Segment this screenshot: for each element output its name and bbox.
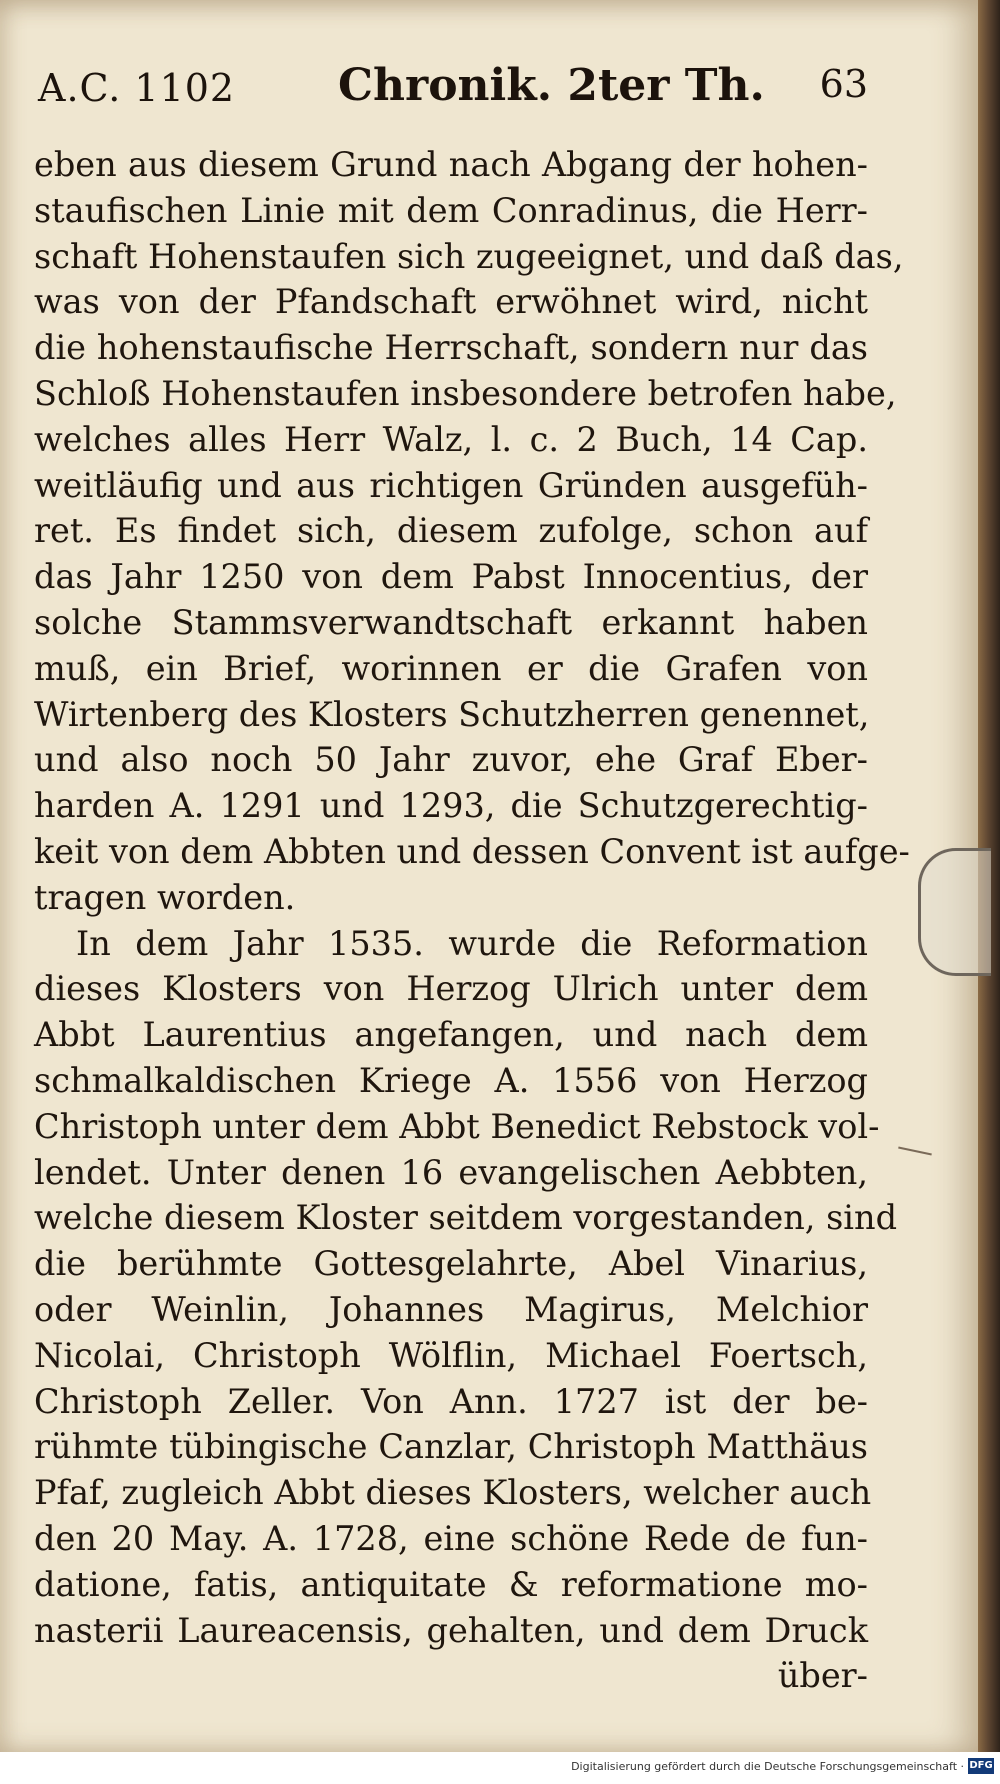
text-line: lendet. Unter denen 16 evangelischen Aebbten, bbox=[34, 1152, 868, 1192]
text-line: was von der Pfandschaft erwöhnet wird, nicht bbox=[34, 282, 868, 322]
text-line: schaft Hohenstaufen sich zugeeignet, und daß das, bbox=[34, 236, 904, 276]
dfg-logo: DFG bbox=[968, 1758, 994, 1774]
header-title: Chronik. 2ter Th. bbox=[338, 60, 765, 111]
text-line: Abbt Laurentius angefangen, und nach dem bbox=[34, 1015, 868, 1055]
text-line: Nicolai, Christoph Wölflin, Michael Foertsch, bbox=[34, 1335, 868, 1375]
text-line: welche diesem Kloster seitdem vorgestanden, sind bbox=[34, 1198, 898, 1238]
paragraph-2 bbox=[34, 921, 898, 1700]
text-line: ret. Es findet sich, diesem zufolge, schon auf bbox=[34, 511, 868, 551]
funding-credit: Digitalisierung gefördert durch die Deutsche Forschungsgemeinschaft · bbox=[571, 1760, 964, 1773]
text-line: die berühmte Gottesgelahrte, Abel Vinarius, bbox=[34, 1244, 868, 1284]
text-line: weitläufig und aus richtigen Gründen ausgefüh- bbox=[34, 465, 868, 505]
page-body bbox=[34, 142, 910, 1699]
text-line: datione, fatis, antiquitate & reformatione mo- bbox=[34, 1564, 868, 1604]
running-header bbox=[38, 60, 868, 120]
text-line: eben aus diesem Grund nach Abgang der hohen- bbox=[34, 145, 868, 184]
text-line: und also noch 50 Jahr zuvor, ehe Graf Eber- bbox=[34, 740, 868, 780]
text-line: tragen worden. bbox=[34, 877, 296, 917]
text-line: nasterii Laureacensis, gehalten, und dem Druck bbox=[34, 1610, 868, 1650]
text-line: staufischen Linie mit dem Conradinus, die Herr- bbox=[34, 190, 868, 230]
text-line: das Jahr 1250 von dem Pabst Innocentius, der bbox=[34, 557, 868, 597]
text-line: die hohenstaufische Herrschaft, sondern nur das bbox=[34, 328, 868, 368]
text-line: Pfaf, zugleich Abbt dieses Klosters, welcher auch bbox=[34, 1473, 872, 1513]
catchword: über- bbox=[777, 1656, 868, 1696]
text-line: den 20 May. A. 1728, eine schöne Rede de fun- bbox=[34, 1518, 868, 1558]
text-line: In dem Jahr 1535. wurde die Reformation bbox=[76, 923, 868, 963]
text-line: oder Weinlin, Johannes Magirus, Melchior bbox=[34, 1289, 868, 1329]
page-clip-tab bbox=[918, 848, 991, 976]
text-line: Christoph Zeller. Von Ann. 1727 ist der be- bbox=[34, 1381, 868, 1421]
text-line: keit von dem Abbten und dessen Convent ist aufge- bbox=[34, 831, 910, 871]
text-line: solche Stammsverwandtschaft erkannt haben bbox=[34, 602, 868, 642]
text-line: Schloß Hohenstaufen insbesondere betrofen habe, bbox=[34, 373, 897, 413]
text-line: schmalkaldischen Kriege A. 1556 von Herzog bbox=[34, 1060, 868, 1100]
text-line: Christoph unter dem Abbt Benedict Rebstock vol- bbox=[34, 1106, 880, 1146]
text-line: welches alles Herr Walz, l. c. 2 Buch, 14 Cap. bbox=[34, 419, 868, 459]
header-year: A.C. 1102 bbox=[38, 66, 236, 110]
text-line: rühmte tübingische Canzlar, Christoph Matthäus bbox=[34, 1427, 868, 1467]
digitization-footer bbox=[0, 1752, 1000, 1784]
text-line: muß, ein Brief, worinnen er die Grafen von bbox=[34, 648, 868, 688]
paragraph-1 bbox=[34, 142, 910, 921]
text-line: Wirtenberg des Klosters Schutzherren genennet, bbox=[34, 694, 870, 734]
text-line: harden A. 1291 und 1293, die Schutzgerechtig- bbox=[34, 786, 868, 826]
page-number: 63 bbox=[819, 62, 868, 106]
text-line: dieses Klosters von Herzog Ulrich unter dem bbox=[34, 969, 868, 1009]
